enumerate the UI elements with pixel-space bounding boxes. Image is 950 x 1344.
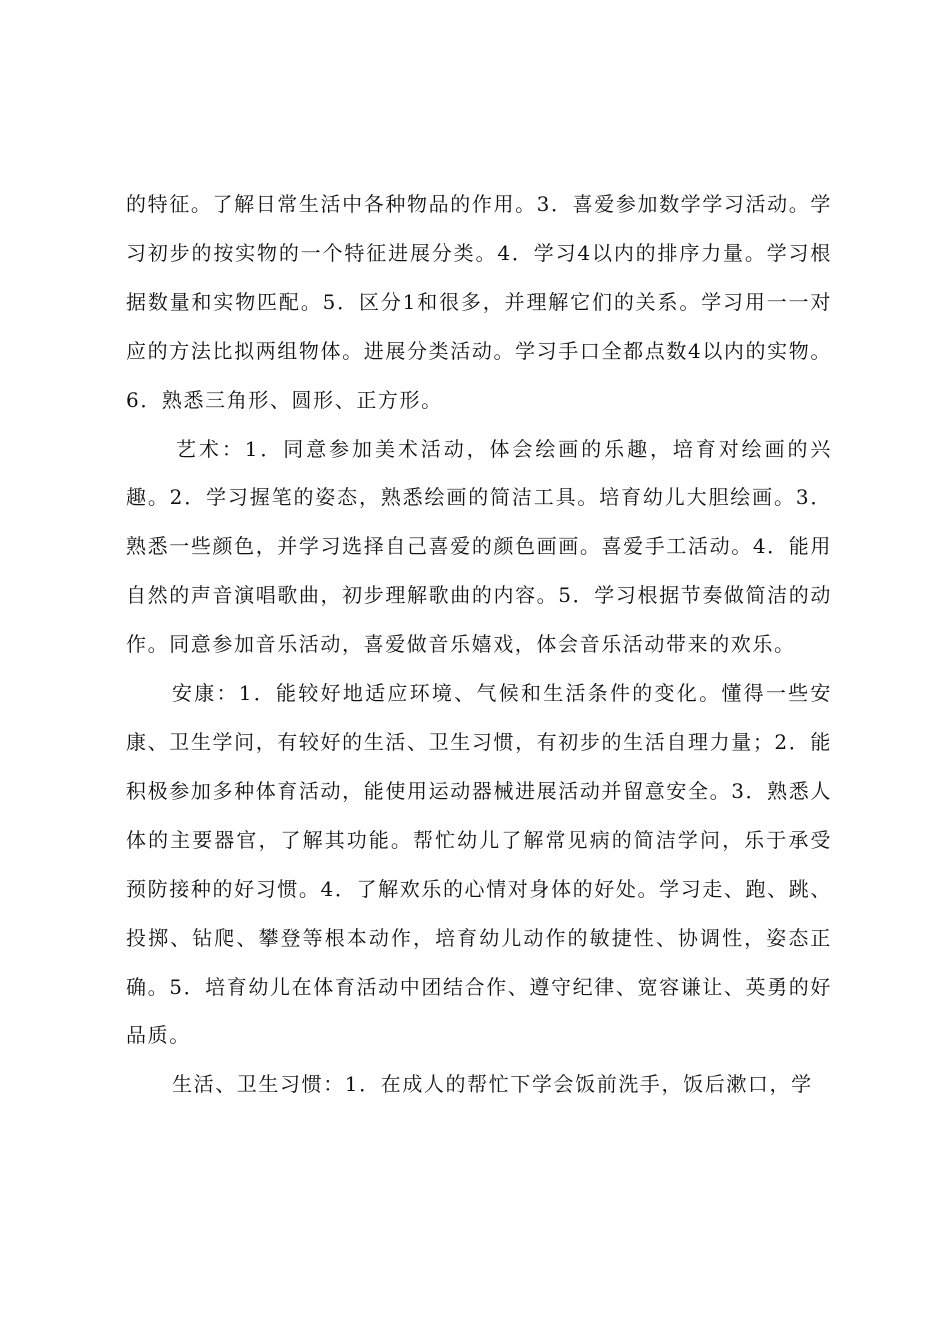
paragraph-health: 安康：1．能较好地适应环境、气候和生活条件的变化。懂得一些安康、卫生学问，有较好的生活、卫生习惯，有初步的生活自理力量；2．能积极参加多种体育活动，能使用运动器械进展活动并留意安全。3．熟悉人体的主要器官，了解其功能。帮忙幼儿了解常见病的简洁学问，乐于承受预防接种的好习惯。4．了解欢乐的心情对身体的好处。学习走、跑、跳、投掷、钻爬、攀登等根本动作，培育幼儿动作的敏捷性、协调性，姿态正确。5．培育幼儿在体育活动中团结合作、遵守纪律、宽容谦让、英勇的好品质。 (126, 681, 832, 1048)
paragraph-art: 艺术：1．同意参加美术活动，体会绘画的乐趣，培育对绘画的兴趣。2．学习握笔的姿态，熟悉绘画的简洁工具。培育幼儿大胆绘画。3．熟悉一些颜色，并学习选择自己喜爱的颜色画画。喜爱手工活动。4．能用自然的声音演唱歌曲，初步理解歌曲的内容。5．学习根据节奏做简洁的动作。同意参加音乐活动，喜爱做音乐嬉戏，体会音乐活动带来的欢乐。 (126, 436, 832, 657)
paragraph-math-continued: 的特征。了解日常生活中各种物品的作用。3．喜爱参加数学学习活动。学习初步的按实物的一个特征进展分类。4．学习4以内的排序力量。学习根据数量和实物匹配。5．区分1和很多，并理解它们的关系。学习用一一对应的方法比拟两组物体。进展分类活动。学习手口全都点数4以内的实物。6．熟悉三角形、圆形、正方形。 (126, 192, 832, 412)
paragraph-hygiene-habits: 生活、卫生习惯：1．在成人的帮忙下学会饭前洗手，饭后漱口，学 (172, 1072, 813, 1097)
document-body (126, 180, 832, 1109)
